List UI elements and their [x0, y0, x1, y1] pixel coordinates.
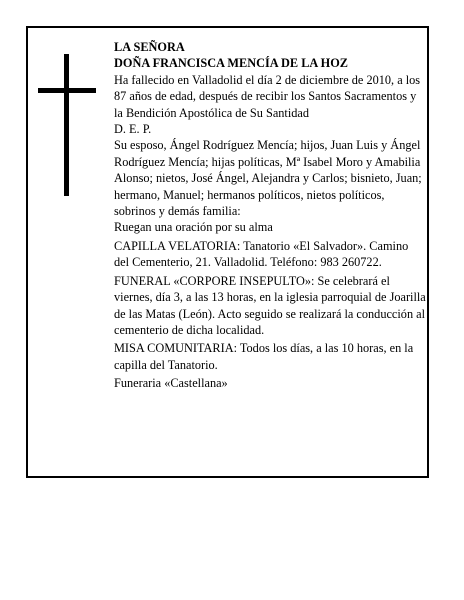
funeral-info: FUNERAL «CORPORE INSEPULTO»: Se celebrará el viernes, día 3, a las 13 horas, en la iglesia parroquial de Joarilla de las Matas (León). Acto seguido se realizará la conducción al cementerio de dicha localidad. [114, 273, 426, 337]
cross-horizontal-bar [38, 88, 96, 93]
chapel-info: CAPILLA VELATORIA: Tanatorio «El Salvador». Camino del Cementerio, 21. Valladolid. Teléfono: 983 260722. [114, 238, 409, 270]
cross-icon [38, 54, 96, 196]
prayer-request: Ruegan una oración por su alma [114, 220, 273, 235]
honorific: LA SEÑORA [114, 40, 185, 54]
mass-info: MISA COMUNITARIA: Todos los días, a las 10 horas, en la capilla del Tanatorio. [114, 341, 414, 372]
cross-vertical-bar [64, 54, 69, 196]
death-announcement: Ha fallecido en Valladolid el día 2 de diciembre de 2010, a los 87 años de edad, después de recibir los Santos Sacramentos y la Bendición Apostólica de Su Santidad [114, 72, 421, 120]
deceased-name: DOÑA FRANCISCA MENCÍA DE LA HOZ [114, 56, 349, 71]
dep-line: D. E. P. [114, 122, 152, 137]
notice-text [114, 39, 426, 392]
family-list: Su esposo, Ángel Rodríguez Mencía; hijos, Juan Luis y Ángel Rodríguez Mencía; hijas políticas, Mª Isabel Moro y Amabilia Alonso; nietos, José Ángel, Alejandra y Carlos; bisnieto, Juan; hermano, Manuel; hermanos políticos, nietos políticos, sobrinos y demás familia: [114, 138, 422, 219]
funeral-home: Funeraria «Castellana» [114, 376, 228, 391]
